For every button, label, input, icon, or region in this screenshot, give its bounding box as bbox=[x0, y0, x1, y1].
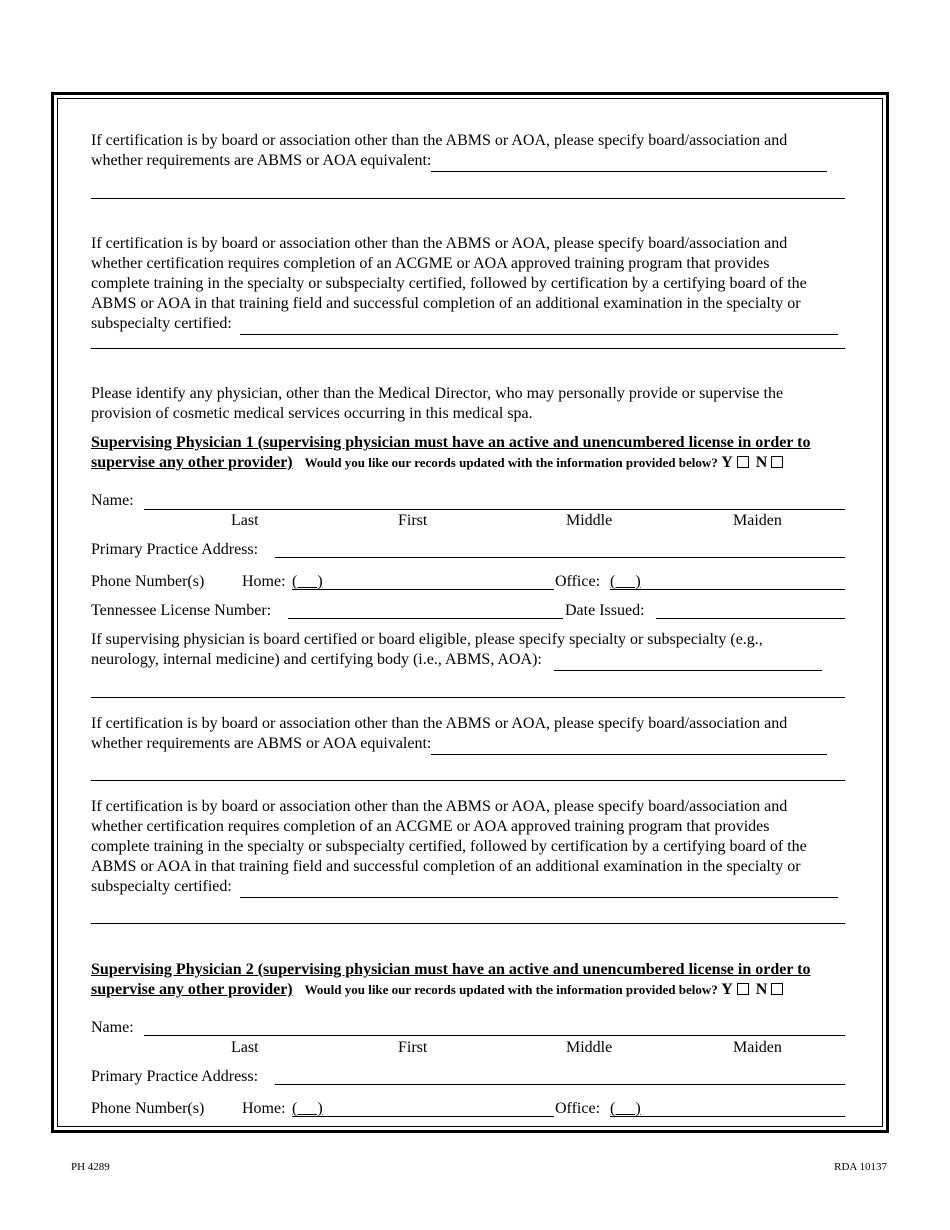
footer-form-number: PH 4289 bbox=[71, 1161, 110, 1173]
sp1-heading-line2-text: supervise any other provider) bbox=[91, 454, 293, 471]
sp2-no-label: N bbox=[755, 981, 768, 998]
sp2-name-field[interactable] bbox=[144, 1035, 845, 1036]
sp2-yes-label: Y bbox=[721, 981, 733, 998]
block2-line3: complete training in the specialty or subspecialty certified, followed by certification by a certifying board of the bbox=[91, 275, 807, 292]
block1-extra-line[interactable] bbox=[91, 198, 845, 199]
sp1-acgme-line3: complete training in the specialty or subspecialty certified, followed by certification by a certifying board of the bbox=[91, 838, 807, 855]
sp1-home-field[interactable] bbox=[292, 589, 554, 590]
sp2-office-paren: ( ) bbox=[610, 1100, 641, 1117]
sp1-license-label: Tennessee License Number: bbox=[91, 602, 272, 619]
sp1-home-paren: ( ) bbox=[292, 573, 323, 590]
sp1-acgme-line1: If certification is by board or association other than the ABMS or AOA, please specify board/association and bbox=[91, 798, 788, 815]
sp1-equiv-line1: If certification is by board or association other than the ABMS or AOA, please specify board/association and bbox=[91, 715, 788, 732]
sp2-sub-middle: Middle bbox=[566, 1039, 613, 1056]
sp1-board-line2-wrap bbox=[91, 650, 851, 671]
sp1-name-row bbox=[91, 491, 851, 511]
sp1-address-label: Primary Practice Address: bbox=[91, 541, 259, 558]
block2-line1: If certification is by board or association other than the ABMS or AOA, please specify board/association and bbox=[91, 235, 788, 252]
sp1-phone-label: Phone Number(s) bbox=[91, 573, 205, 590]
sp1-acgme-field[interactable] bbox=[240, 877, 838, 898]
sp1-name-field[interactable] bbox=[144, 509, 845, 510]
sp1-equiv-extra-line[interactable] bbox=[91, 780, 845, 781]
block2-certified-field[interactable] bbox=[240, 314, 838, 335]
sp2-heading-line2-text: supervise any other provider) bbox=[91, 981, 293, 998]
sp1-equiv-line2: whether requirements are ABMS or AOA equivalent: bbox=[91, 735, 432, 752]
identify-text bbox=[91, 384, 851, 424]
sp2-yes-checkbox[interactable] bbox=[737, 983, 749, 995]
sp2-sub-maiden: Maiden bbox=[733, 1039, 782, 1056]
sp2-no-checkbox[interactable] bbox=[771, 983, 783, 995]
sp2-home-field[interactable] bbox=[292, 1116, 554, 1117]
sp2-heading-line2 bbox=[91, 980, 851, 1000]
sp2-office-label: Office: bbox=[555, 1100, 601, 1117]
sp1-board-text bbox=[91, 630, 851, 671]
sp1-sub-last: Last bbox=[231, 512, 259, 529]
sp1-no-label: N bbox=[755, 454, 768, 471]
sp2-address-field[interactable] bbox=[275, 1084, 845, 1085]
sp1-acgme-line5-wrap bbox=[91, 877, 851, 898]
sp2-sub-last: Last bbox=[231, 1039, 259, 1056]
sp1-acgme-line2: whether certification requires completion of an ACGME or AOA approved training program that provides bbox=[91, 818, 770, 835]
sp2-home-paren: ( ) bbox=[292, 1100, 323, 1117]
block1-text bbox=[91, 131, 851, 172]
sp1-home-label: Home: bbox=[242, 573, 286, 590]
sp1-address-field[interactable] bbox=[275, 557, 845, 558]
sp1-acgme-line5: subspecialty certified: bbox=[91, 878, 232, 895]
block1-line2-wrap bbox=[91, 151, 851, 172]
sp1-board-field[interactable] bbox=[554, 650, 822, 671]
sp2-phone-label: Phone Number(s) bbox=[91, 1100, 205, 1117]
sp2-office-field[interactable] bbox=[610, 1116, 845, 1117]
sp2-home-label: Home: bbox=[242, 1100, 286, 1117]
sp1-office-paren: ( ) bbox=[610, 573, 641, 590]
sp1-yes-label: Y bbox=[721, 454, 733, 471]
sp1-acgme-text bbox=[91, 797, 851, 898]
sp1-board-extra-line[interactable] bbox=[91, 697, 845, 698]
sp1-heading-line1: Supervising Physician 1 (supervising physician must have an active and unencumbered license in order to bbox=[91, 434, 811, 451]
footer-rda-number: RDA 10137 bbox=[834, 1161, 887, 1173]
block2-text bbox=[91, 234, 851, 335]
identify-line1: Please identify any physician, other than the Medical Director, who may personally provide or supervise the bbox=[91, 385, 784, 402]
sp1-license-field[interactable] bbox=[288, 618, 563, 619]
sp1-no-checkbox[interactable] bbox=[771, 456, 783, 468]
sp1-acgme-extra-line[interactable] bbox=[91, 923, 845, 924]
block1-equivalent-field[interactable] bbox=[431, 151, 827, 172]
sp2-name-label: Name: bbox=[91, 1019, 134, 1036]
block1-line2: whether requirements are ABMS or AOA equivalent: bbox=[91, 152, 432, 169]
sp2-address-label: Primary Practice Address: bbox=[91, 1068, 259, 1085]
sp1-office-label: Office: bbox=[555, 573, 601, 590]
sp2-heading-line1: Supervising Physician 2 (supervising physician must have an active and unencumbered license in order to bbox=[91, 961, 811, 978]
block1-line1: If certification is by board or association other than the ABMS or AOA, please specify board/association and bbox=[91, 132, 788, 149]
sp1-heading bbox=[91, 433, 851, 473]
sp1-heading-line2 bbox=[91, 453, 851, 473]
sp1-equiv-text bbox=[91, 714, 851, 755]
sp2-sub-first: First bbox=[398, 1039, 428, 1056]
block2-line2: whether certification requires completion of an ACGME or AOA approved training program that provides bbox=[91, 255, 770, 272]
block2-line4: ABMS or AOA in that training field and successful completion of an additional examination in the specialty or bbox=[91, 295, 801, 312]
sp1-sub-maiden: Maiden bbox=[733, 512, 782, 529]
sp1-equiv-field[interactable] bbox=[431, 734, 827, 755]
sp1-equiv-line2-wrap bbox=[91, 734, 851, 755]
sp1-board-line1: If supervising physician is board certified or board eligible, please specify specialty or subspecialty (e.g., bbox=[91, 631, 763, 648]
sp1-yes-checkbox[interactable] bbox=[737, 456, 749, 468]
sp1-date-field[interactable] bbox=[656, 618, 845, 619]
sp2-update-question: Would you like our records updated with the information provided below? bbox=[304, 982, 718, 997]
sp1-name-label: Name: bbox=[91, 492, 134, 509]
sp1-update-question: Would you like our records updated with the information provided below? bbox=[304, 455, 718, 470]
sp1-date-label: Date Issued: bbox=[565, 602, 645, 619]
sp1-sub-middle: Middle bbox=[566, 512, 613, 529]
identify-line2: provision of cosmetic medical services occurring in this medical spa. bbox=[91, 405, 533, 422]
sp1-sub-first: First bbox=[398, 512, 428, 529]
block2-extra-line[interactable] bbox=[91, 348, 845, 349]
sp2-heading bbox=[91, 960, 851, 1000]
block2-line5-wrap bbox=[91, 314, 851, 335]
block2-line5: subspecialty certified: bbox=[91, 315, 232, 332]
sp1-board-line2: neurology, internal medicine) and certifying body (i.e., ABMS, AOA): bbox=[91, 651, 542, 668]
sp1-acgme-line4: ABMS or AOA in that training field and successful completion of an additional examination in the specialty or bbox=[91, 858, 801, 875]
sp1-office-field[interactable] bbox=[610, 589, 845, 590]
